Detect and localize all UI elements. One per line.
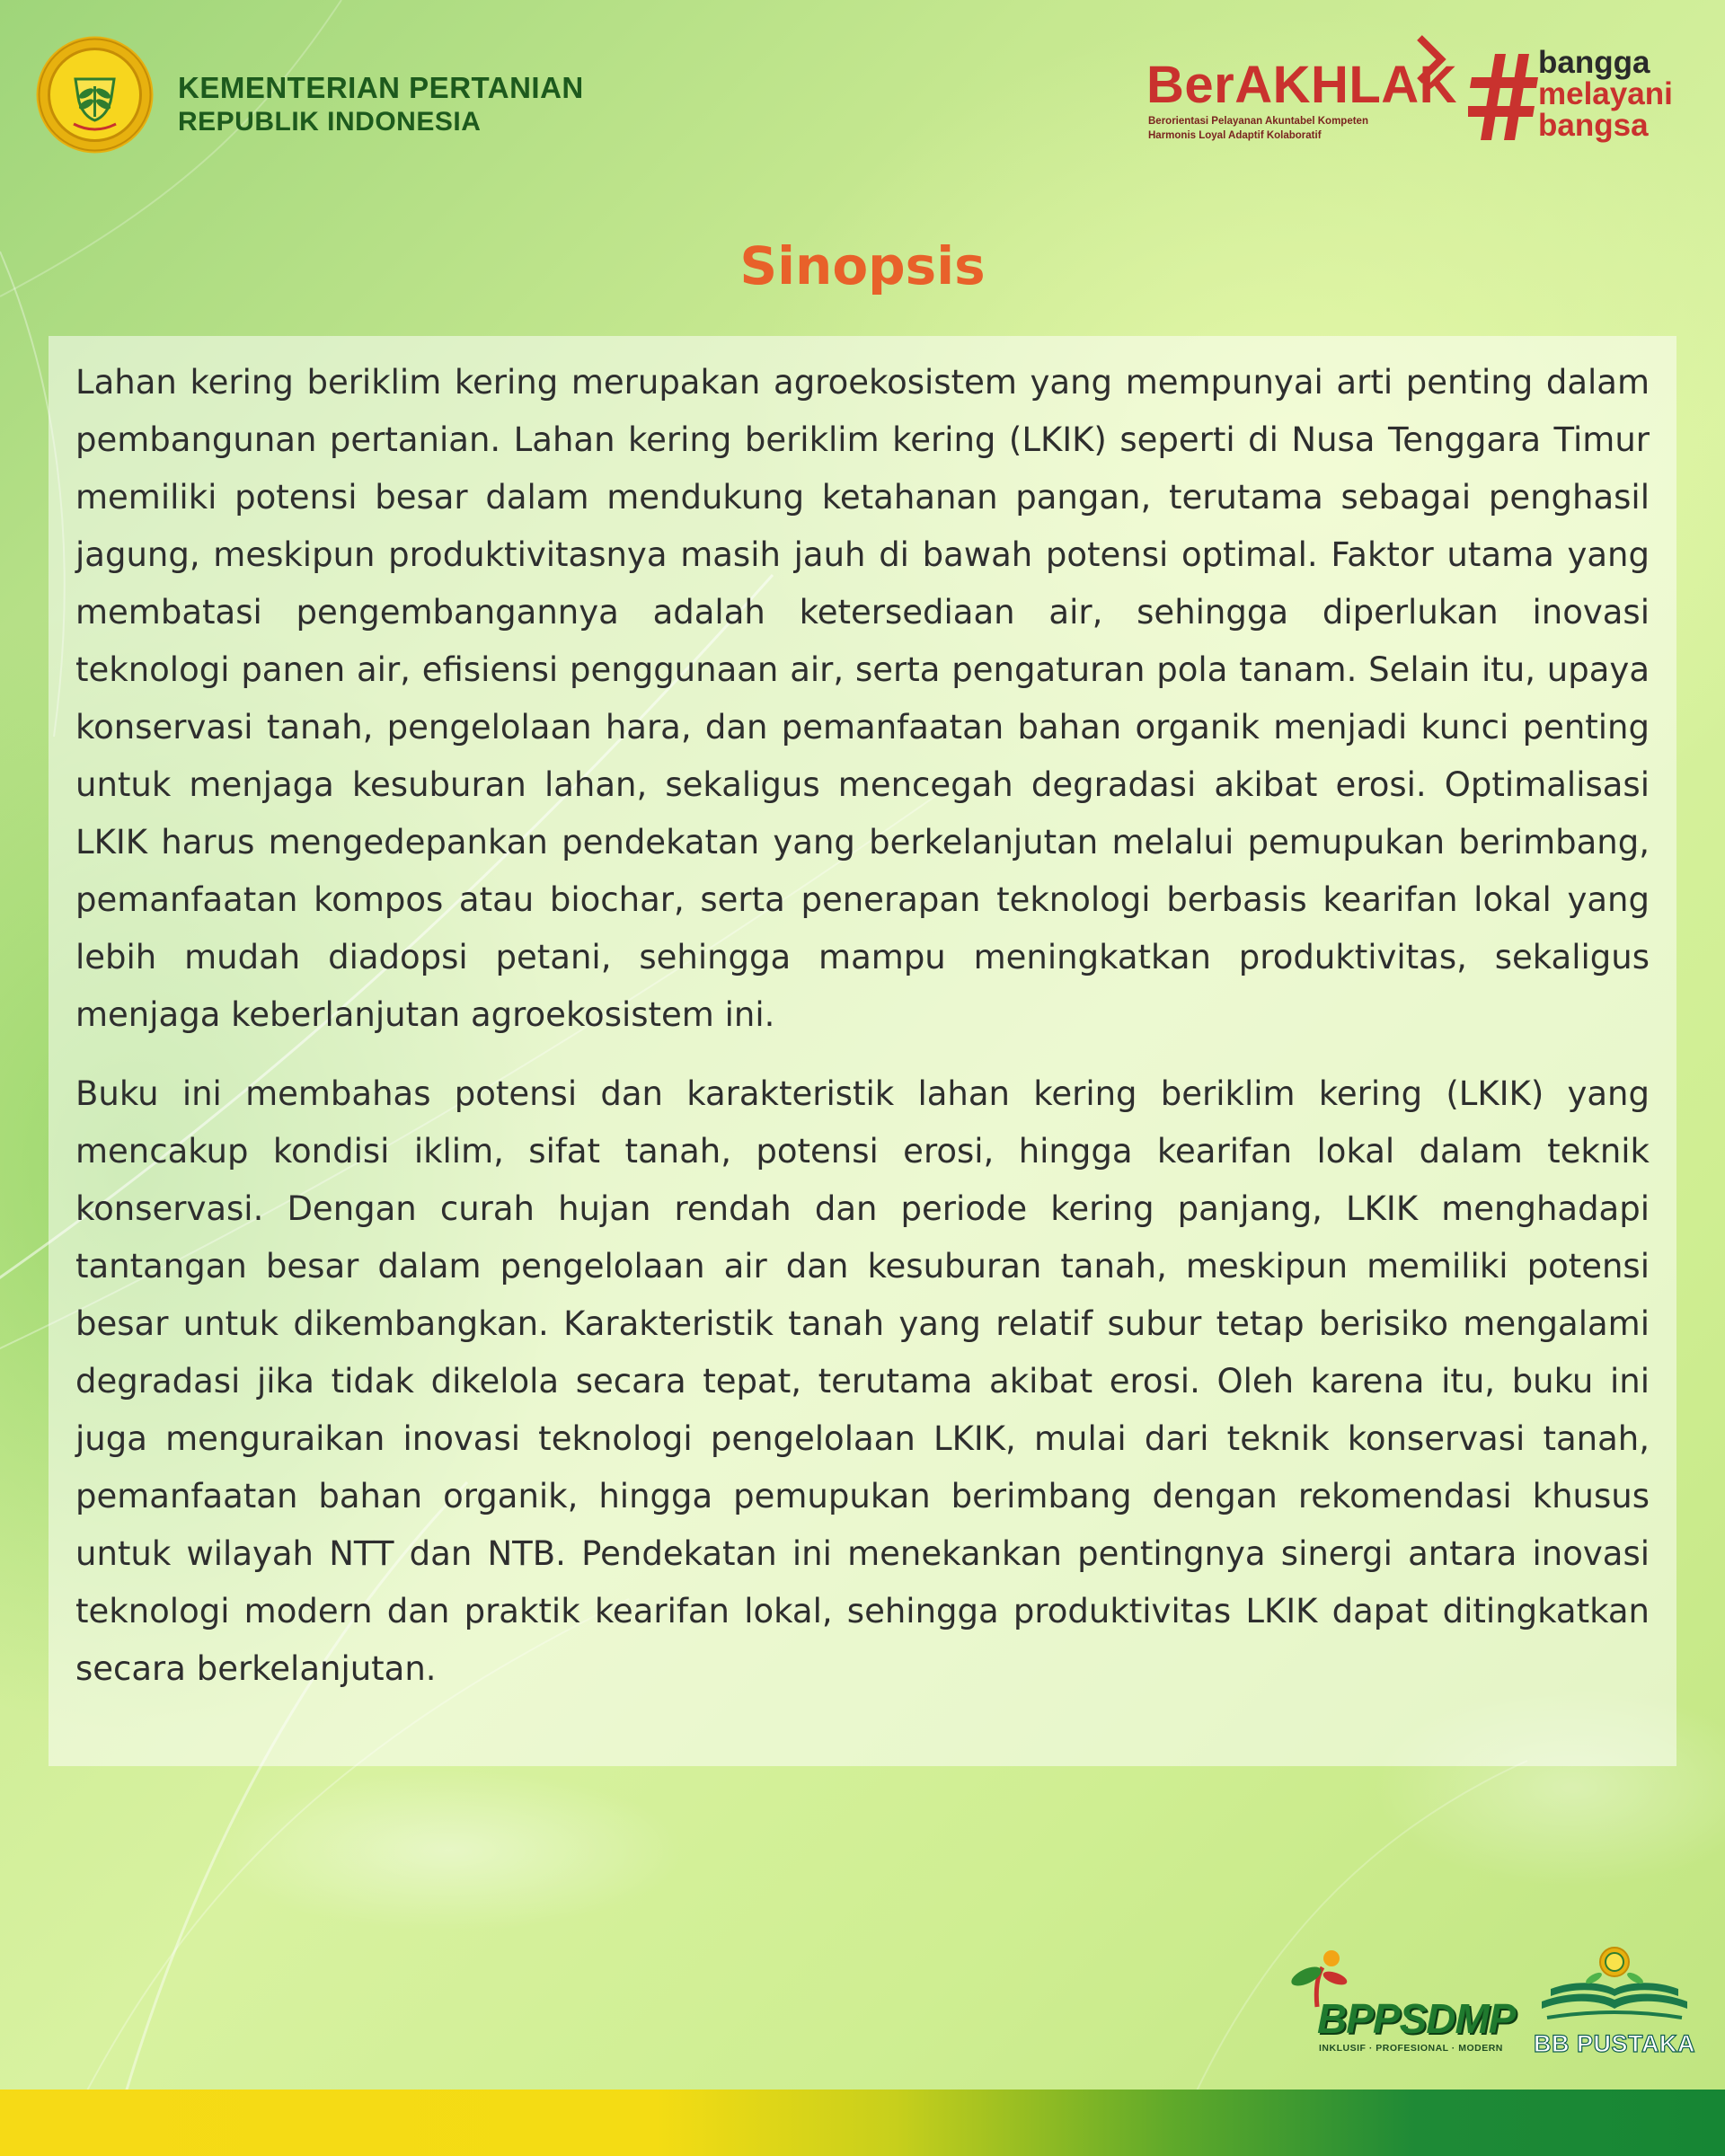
ministry-name-line2: REPUBLIK INDONESIA <box>178 107 482 137</box>
berakhlak-wordmark: BerAKHLAK <box>1146 56 1458 114</box>
open-book-emblem-icon <box>1538 1946 1691 2027</box>
berakhlak-values-line1: Berorientasi Pelayanan Akuntabel Kompeten <box>1148 116 1368 127</box>
bangga-line2: melayani <box>1538 76 1673 111</box>
berakhlak-logo <box>1146 56 1458 158</box>
ministry-name <box>178 70 584 139</box>
bangga-line3: bangsa <box>1538 108 1649 143</box>
hashtag-icon <box>1468 50 1540 144</box>
berakhlak-values-line2: Harmonis Loyal Adaptif Kolaboratif <box>1148 129 1322 141</box>
bottom-gradient-bar <box>0 2090 1725 2156</box>
bangga-melayani-bangsa-logo <box>1468 47 1702 155</box>
bppsdmp-tagline: INKLUSIF · PROFESIONAL · MODERN <box>1319 2043 1503 2054</box>
bangga-line1: bangga <box>1538 45 1650 80</box>
bppsdmp-wordmark: BPPSDMP <box>1317 1995 1516 2042</box>
berakhlak-values <box>1148 115 1368 143</box>
bangga-text <box>1538 47 1673 141</box>
ministry-of-agriculture-emblem-icon <box>34 34 155 155</box>
synopsis-paragraph-1: Lahan kering beriklim kering merupakan agroekosistem yang mempunyai arti penting dalam pembangunan pertanian. Lahan kering beriklim kering (LKIK) seperti di Nusa Tenggara Timur memiliki potensi besar dalam mendukung ketahanan pangan, terutama sebagai penghasil jagung, meskipun produktivitasnya masih jauh di bawah potensi optimal. Faktor utama yang membatasi pengembangannya adalah ketersediaan air, sehingga diperlukan inovasi teknologi panen air, efisiensi penggunaan air, serta pengaturan pola tanam. Selain itu, upaya konservasi tanah, pengelolaan hara, dan pemanfaatan bahan organik menjadi kunci penting untuk menjaga kesuburan lahan, sekaligus mencegah degradasi akibat erosi. Optimalisasi LKIK harus mengedepankan pendekatan yang berkelanjutan melalui pemupukan berimbang, pemanfaatan kompos atau biochar, serta penerapan teknologi berbasis kearifan lokal yang lebih mudah diadopsi petani, sehingga mampu meningkatkan produktivitas, sekaligus menjaga keberlanjutan agroekosistem ini. <box>75 363 1650 1034</box>
synopsis-paragraph-2: Buku ini membahas potensi dan karakteristik lahan kering beriklim kering (LKIK) yang mencakup kondisi iklim, sifat tanah, potensi erosi, hingga kearifan lokal dalam teknik konservasi. Dengan curah hujan rendah dan periode kering panjang, LKIK menghadapi tantangan besar dalam pengelolaan air dan kesuburan tanah, meskipun memiliki potensi besar untuk dikembangkan. Karakteristik tanah yang relatif subur tetap berisiko mengalami degradasi jika tidak dikelola secara tepat, terutama akibat erosi. Oleh karena itu, buku ini juga menguraikan inovasi teknologi pengelolaan LKIK, mulai dari teknik konservasi tanah, pemanfaatan bahan organik, hingga pemupukan berimbang dengan rekomendasi khusus untuk wilayah NTT dan NTB. Pendekatan ini menekankan pentingnya sinergi antara inovasi teknologi modern dan praktik kearifan lokal, sehingga produktivitas LKIK dapat ditingkatkan secara berkelanjutan. <box>75 1074 1650 1688</box>
bb-pustaka-logo <box>1533 1946 1696 2063</box>
page-title: Sinopsis <box>739 235 986 296</box>
chevron-right-icon <box>1412 32 1448 86</box>
ministry-name-line1: KEMENTERIAN PERTANIAN <box>178 71 584 104</box>
bppsdmp-logo <box>1281 1948 1524 2064</box>
bb-pustaka-wordmark: BB PUSTAKA <box>1534 2030 1695 2057</box>
synopsis-panel <box>49 336 1676 1766</box>
